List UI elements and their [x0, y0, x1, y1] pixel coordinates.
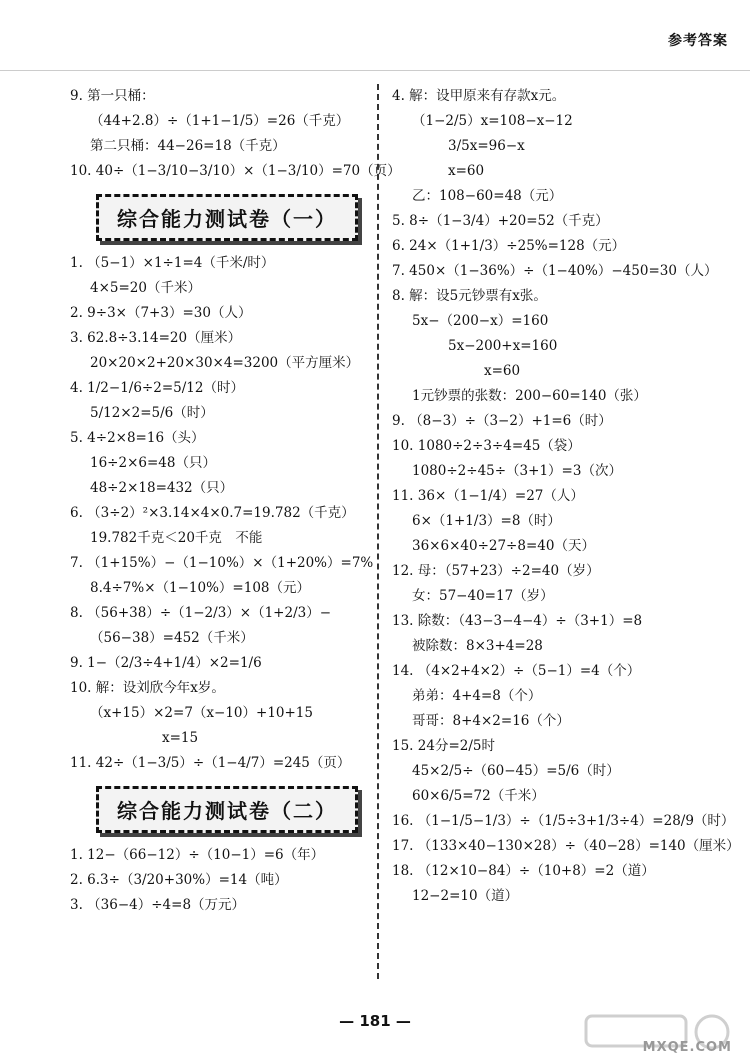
- left-column: [70, 84, 401, 918]
- answer-line: 9. 第一只桶：: [70, 88, 155, 104]
- header-rule: [0, 70, 750, 71]
- answer-line: 1. 12−（66−12）÷（10−1）=6（年）: [70, 847, 325, 863]
- answer-line: 3. 62.8÷3.14=20（厘米）: [70, 330, 242, 346]
- page-header-title: 参考答案: [668, 33, 728, 49]
- answer-line: 8.4÷7%×（1−10%）=108（元）: [90, 580, 310, 596]
- answer-line: 11. 42÷（1−3/5）÷（1−4/7）=245（页）: [70, 755, 351, 771]
- answer-line: 10. 40÷（1−3/10−3/10）×（1−3/10）=70（页）: [70, 163, 401, 179]
- section-title: 综合能力测试卷（一）: [96, 194, 358, 241]
- answer-line: 第二只桶：44−26=18（千克）: [90, 138, 286, 154]
- answer-line: x=60: [448, 163, 485, 179]
- section-title: 综合能力测试卷（二）: [96, 786, 358, 833]
- answer-line: 2. 6.3÷（3/20+30%）=14（吨）: [70, 872, 288, 888]
- column-divider: [377, 84, 379, 979]
- answer-line: （x+15）×2=7（x−10）+10+15: [90, 705, 313, 721]
- answer-line: 20×20×2+20×30×4=3200（平方厘米）: [90, 355, 360, 371]
- answer-line: 4. 1/2−1/6÷2=5/12（时）: [70, 380, 244, 396]
- answer-line: 4×5=20（千米）: [90, 280, 201, 296]
- answer-line: 2. 9÷3×（7+3）=30（人）: [70, 305, 252, 321]
- answer-line: 被除数：8×3+4=28: [412, 638, 543, 654]
- answer-line: 5x−（200−x）=160: [412, 313, 549, 329]
- page-number: — 181 —: [339, 1012, 411, 1030]
- answer-line: 48÷2×18=432（只）: [90, 480, 234, 496]
- answer-line: 11. 36×（1−1/4）=27（人）: [392, 488, 584, 504]
- answer-line: （1−2/5）x=108−x−12: [412, 113, 573, 129]
- answer-line: 8. 解：设5元钞票有x张。: [392, 288, 547, 304]
- answer-line: 8. （56+38）÷（1−2/3）×（1+2/3）−: [70, 605, 332, 621]
- answer-line: （56−38）=452（千米）: [90, 630, 254, 646]
- answer-line: 1080÷2÷45÷（3+1）=3（次）: [412, 463, 622, 479]
- answer-line: 13. 除数：（43−3−4−4）÷（3+1）=8: [392, 613, 643, 629]
- answer-line: 6×（1+1/3）=8（时）: [412, 513, 561, 529]
- answer-line: 15. 24分=2/5时: [392, 738, 495, 754]
- answer-line: 45×2/5÷（60−45）=5/6（时）: [412, 763, 620, 779]
- answer-line: 9. （8−3）÷（3−2）+1=6（时）: [392, 413, 612, 429]
- answer-line: 7. （1+15%）−（1−10%）×（1+20%）=7%: [70, 555, 374, 571]
- answer-line: 1. （5−1）×1÷1=4（千米/时）: [70, 255, 275, 271]
- answer-line: 5. 8÷（1−3/4）+20=52（千克）: [392, 213, 609, 229]
- answer-line: 19.782千克＜20千克 不能: [90, 530, 263, 546]
- answer-line: 10. 1080÷2÷3÷4=45（袋）: [392, 438, 581, 454]
- answer-line: （44+2.8）÷（1+1−1/5）=26（千克）: [90, 113, 350, 129]
- answer-line: 弟弟：4+4=8（个）: [412, 688, 542, 704]
- answer-line: 5/12×2=5/6（时）: [90, 405, 214, 421]
- answer-line: 哥哥：8+4×2=16（个）: [412, 713, 570, 729]
- answer-line: 16÷2×6=48（只）: [90, 455, 216, 471]
- answer-line: 12. 母：（57+23）÷2=40（岁）: [392, 563, 600, 579]
- answer-line: 18. （12×10−84）÷（10+8）=2（道）: [392, 863, 655, 879]
- answer-line: 3. （36−4）÷4=8（万元）: [70, 897, 246, 913]
- answer-line: 5x−200+x=160: [448, 338, 558, 354]
- answer-line: 9. 1−（2/3÷4+1/4）×2=1/6: [70, 655, 262, 671]
- answer-line: 6. （3÷2）²×3.14×4×0.7=19.782（千克）: [70, 505, 355, 521]
- answer-line: 36×6×40÷27÷8=40（天）: [412, 538, 595, 554]
- answer-line: 16. （1−1/5−1/3）÷（1/5÷3+1/3÷4）=28/9（时）: [392, 813, 735, 829]
- answer-line: x=15: [162, 730, 199, 746]
- answer-line: 1元钞票的张数：200−60=140（张）: [412, 388, 647, 404]
- answer-line: 10. 解：设刘欣今年x岁。: [70, 680, 225, 696]
- answer-line: 女：57−40=17（岁）: [412, 588, 554, 604]
- answer-line: 12−2=10（道）: [412, 888, 519, 904]
- answer-line: 3/5x=96−x: [448, 138, 525, 154]
- answer-line: 5. 4÷2×8=16（头）: [70, 430, 205, 446]
- answer-line: 6. 24×（1+1/3）÷25%=128（元）: [392, 238, 626, 254]
- answer-line: 4. 解：设甲原来有存款x元。: [392, 88, 566, 104]
- answer-line: x=60: [484, 363, 521, 379]
- watermark-url: MXQE.COM: [642, 1040, 732, 1055]
- answer-line: 14. （4×2+4×2）÷（5−1）=4（个）: [392, 663, 641, 679]
- answer-line: 乙：108−60=48（元）: [412, 188, 563, 204]
- right-column: [392, 84, 740, 909]
- answer-line: 60×6/5=72（千米）: [412, 788, 545, 804]
- answer-line: 17. （133×40−130×28）÷（40−28）=140（厘米）: [392, 838, 740, 854]
- answer-line: 7. 450×（1−36%）÷（1−40%）−450=30（人）: [392, 263, 718, 279]
